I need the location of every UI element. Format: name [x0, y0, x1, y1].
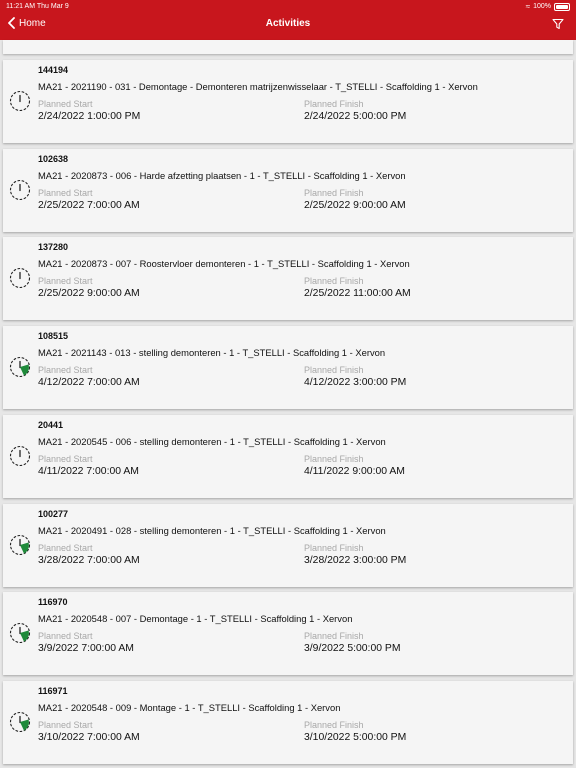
activity-number: 108515 [38, 331, 69, 342]
back-label: Home [19, 17, 46, 29]
planned-finish-value: 3/9/2022 5:00:00 PM [304, 643, 401, 655]
activity-description: MA21 - 2020548 - 007 - Demontage - 1 - T_STELLI - Scaffolding 1 - Xervon [38, 613, 353, 625]
planned-start-label: Planned Start [38, 542, 93, 553]
clock-icon [8, 89, 32, 113]
planned-start-label: Planned Start [38, 631, 93, 642]
clock-icon [8, 178, 32, 202]
activity-card[interactable] [3, 681, 573, 764]
planned-finish-value: 4/11/2022 9:00:00 AM [304, 465, 405, 477]
clock-active-icon [8, 710, 32, 734]
planned-start-value: 3/10/2022 7:00:00 AM [38, 731, 140, 743]
activity-card[interactable] [3, 237, 573, 320]
battery-percent: 100% [533, 3, 551, 10]
planned-start-label: Planned Start [38, 276, 93, 287]
status-time: 11:21 AM Thu Mar 9 [6, 3, 69, 10]
battery-icon [554, 3, 570, 11]
planned-start-label: Planned Start [38, 187, 93, 198]
clock-active-icon [8, 355, 32, 379]
planned-finish-value: 3/10/2022 5:00:00 PM [304, 731, 407, 743]
top-bar [0, 0, 576, 40]
activity-number: 137280 [38, 242, 69, 253]
list-item-partial[interactable] [3, 40, 573, 54]
planned-start-value: 4/11/2022 7:00:00 AM [38, 465, 139, 477]
clock-icon [8, 266, 32, 290]
status-right [526, 2, 570, 12]
planned-start-value: 4/12/2022 7:00:00 AM [38, 377, 140, 389]
page-title: Activities [265, 18, 311, 29]
activity-description: MA21 - 2020873 - 006 - Harde afzetting plaatsen - 1 - T_STELLI - Scaffolding 1 - Xervon [38, 169, 406, 181]
activity-description: MA21 - 2020548 - 009 - Montage - 1 - T_STELLI - Scaffolding 1 - Xervon [38, 701, 341, 713]
activity-number: 144194 [38, 65, 69, 75]
activity-description: MA21 - 2020545 - 006 - stelling demonteren - 1 - T_STELLI - Scaffolding 1 - Xervon [38, 435, 386, 447]
status-bar [0, 2, 576, 12]
nav-bar [0, 14, 576, 38]
planned-finish-value: 3/28/2022 3:00:00 PM [304, 554, 407, 566]
planned-start-value: 3/28/2022 7:00:00 AM [38, 554, 140, 566]
activity-number: 102638 [38, 153, 69, 164]
wifi-icon: ≈ [525, 2, 531, 11]
activity-number: 20441 [38, 419, 64, 430]
planned-finish-label: Planned Finish [304, 187, 364, 198]
activity-card[interactable] [3, 592, 573, 675]
planned-start-value: 2/25/2022 7:00:00 AM [38, 199, 140, 211]
activity-card[interactable] [3, 326, 573, 409]
planned-finish-label: Planned Finish [304, 631, 364, 642]
planned-finish-label: Planned Finish [304, 453, 364, 464]
activity-card[interactable] [3, 60, 573, 143]
planned-finish-value: 2/25/2022 9:00:00 AM [304, 199, 406, 211]
planned-finish-label: Planned Finish [304, 99, 364, 109]
activity-description: MA21 - 2020491 - 028 - stelling demonteren - 1 - T_STELLI - Scaffolding 1 - Xervon [38, 524, 386, 536]
planned-start-label: Planned Start [38, 453, 93, 464]
activity-description: MA21 - 2020873 - 007 - Roostervloer demonteren - 1 - T_STELLI - Scaffolding 1 - Xervon [38, 258, 410, 270]
activity-description: MA21 - 2021143 - 013 - stelling demonteren - 1 - T_STELLI - Scaffolding 1 - Xervon [38, 347, 386, 359]
activity-number: 116971 [38, 685, 68, 696]
planned-finish-label: Planned Finish [304, 276, 364, 287]
activity-number: 100277 [38, 508, 69, 519]
planned-finish-value: 4/12/2022 3:00:00 PM [304, 377, 407, 389]
clock-icon [8, 444, 32, 468]
planned-finish-value: 2/24/2022 5:00:00 PM [304, 111, 407, 122]
clock-active-icon [8, 621, 32, 645]
planned-start-label: Planned Start [38, 719, 93, 730]
filter-icon[interactable] [552, 18, 564, 30]
activity-description: MA21 - 2021190 - 031 - Demontage - Demonteren matrijzenwisselaar - T_STELLI - Scaffolding 1 - Xervon [38, 81, 478, 92]
planned-start-value: 2/25/2022 9:00:00 AM [38, 288, 140, 300]
activity-number: 116970 [38, 597, 68, 608]
planned-start-value: 2/24/2022 1:00:00 PM [38, 111, 141, 122]
clock-active-icon [8, 533, 32, 557]
planned-start-label: Planned Start [38, 365, 93, 376]
planned-finish-label: Planned Finish [304, 365, 364, 376]
activity-card[interactable] [3, 415, 573, 498]
planned-start-value: 3/9/2022 7:00:00 AM [38, 643, 134, 655]
planned-finish-label: Planned Finish [304, 542, 364, 553]
planned-finish-label: Planned Finish [304, 719, 364, 730]
planned-start-label: Planned Start [38, 99, 93, 109]
activity-card[interactable] [3, 504, 573, 587]
planned-finish-value: 2/25/2022 11:00:00 AM [304, 288, 411, 300]
activity-card[interactable] [3, 149, 573, 232]
